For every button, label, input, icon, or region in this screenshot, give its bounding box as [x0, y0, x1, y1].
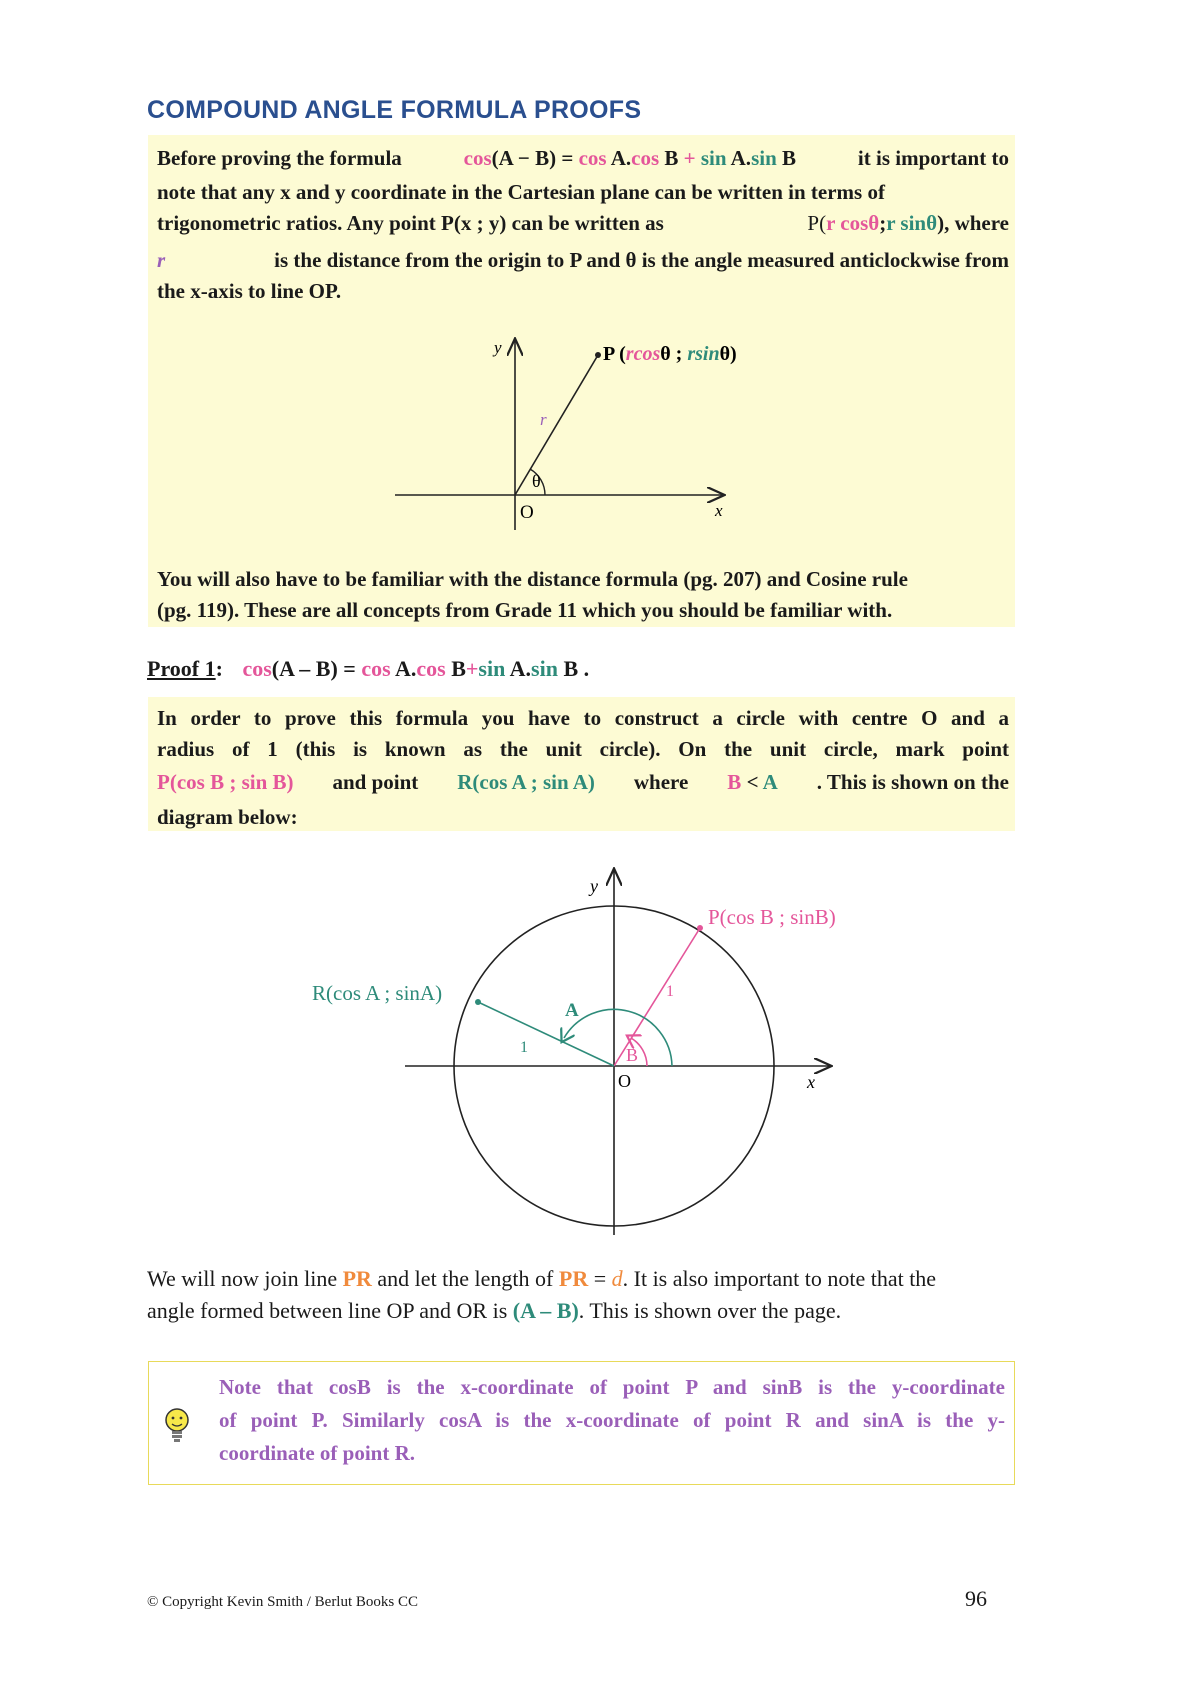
origin-label: O [618, 1071, 631, 1091]
note-text [219, 1371, 1005, 1470]
or-line [478, 1002, 614, 1066]
construct-text [157, 703, 1009, 833]
x-label: x [715, 501, 723, 520]
p-coord-label: P(cos B ; sinB) [708, 905, 836, 929]
point-r [475, 999, 481, 1005]
intro-line1-b: it is important to [857, 146, 1009, 170]
op-length-label: 1 [666, 983, 674, 1000]
familiar-line1: You will also have to be familiar with the distance formula (pg. 207) and Cosine rule [157, 567, 908, 591]
copyright: © Copyright Kevin Smith / Berlut Books CC [147, 1594, 418, 1610]
join-line2: angle formed between line OP and OR is (A – B). This is shown over the page. [147, 1298, 842, 1323]
note-line1: Note that cosB is the x-coordinate of point P and sinB is the y-coordinate [219, 1375, 1005, 1399]
familiar-text [157, 564, 1009, 626]
intro-line5: the x-axis to line OP. [157, 279, 342, 303]
join-line1: We will now join line PR and let the length of PR = d. It is also important to note that the [147, 1266, 937, 1291]
point-p [697, 925, 703, 931]
page-title: COMPOUND ANGLE FORMULA PROOFS [147, 96, 642, 124]
intro-line4: r is the distance from the origin to P and θ is the angle measured anticlockwise from [157, 248, 1009, 272]
origin-label: O [520, 502, 534, 523]
note-line3: coordinate of point R. [219, 1441, 415, 1465]
proof-heading: Proof 1: cos(A – B) = cos A.cos B+sin A.sin B . [147, 656, 590, 681]
angle-a-label: A [565, 1000, 579, 1021]
construct-line3: P(cos B ; sin B) and point R(cos A ; sin A) where B < A . This is shown on the [157, 770, 1009, 794]
lightbulb-icon [160, 1405, 194, 1447]
intro-line2: note that any x and y coordinate in the Cartesian plane can be written in terms of [157, 180, 885, 204]
intro-text [157, 143, 1009, 307]
intro-formula: cos(A − B) = cos A.cos B + sin A.sin B [463, 146, 797, 170]
angle-b-label: B [626, 1045, 639, 1065]
construct-line2: radius of 1 (this is known as the unit circle). On the unit circle, mark point [157, 737, 1009, 761]
familiar-line2: (pg. 119). These are all concepts from Grade 11 which you should be familiar with. [157, 598, 893, 622]
p-label: P (rcosθ ; rsinθ) [603, 343, 737, 365]
y-label: y [590, 876, 598, 896]
y-label: y [494, 338, 502, 357]
point-p [595, 352, 601, 358]
join-text [147, 1263, 1017, 1327]
intro-line3: trigonometric ratios. Any point P(x ; y) can be written as P(r cosθ;r sinθ), where [157, 211, 1009, 235]
r-label: r [540, 410, 547, 429]
intro-line1-a: Before proving the formula [157, 146, 402, 170]
note-line2: of point P. Similarly cosA is the x-coordinate of point R and sinA is the y- [219, 1408, 1005, 1432]
construct-line4: diagram below: [157, 805, 298, 829]
r-coord-label: R(cos A ; sinA) [312, 981, 443, 1005]
polar-point-diagram [390, 330, 790, 540]
or-length-label: 1 [520, 1039, 528, 1056]
unit-circle-diagram [300, 860, 860, 1240]
angle-a-arc [564, 1009, 672, 1066]
construct-line1: In order to prove this formula you have to construct a circle with centre O and a [157, 706, 1009, 730]
radius-line [515, 355, 598, 495]
theta-label: θ [532, 471, 541, 491]
page-number: 96 [965, 1586, 987, 1611]
x-label: x [807, 1072, 815, 1092]
